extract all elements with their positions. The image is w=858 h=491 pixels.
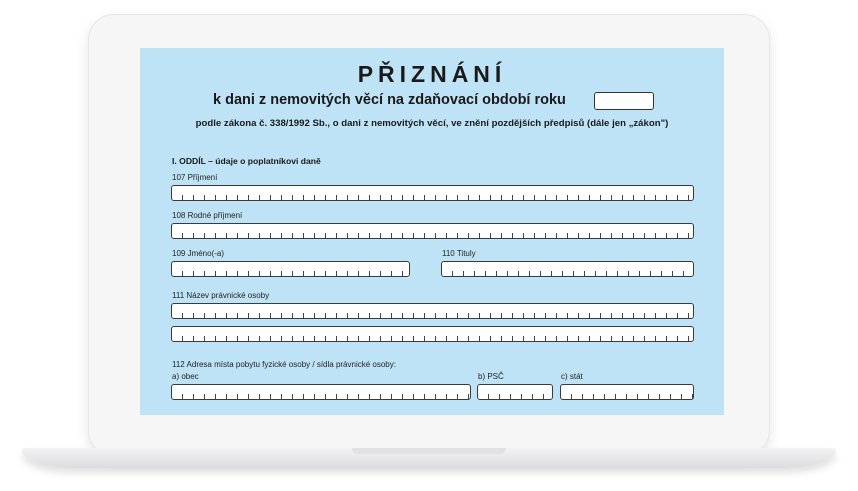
country-label: c) stát	[561, 372, 583, 381]
form-title: PŘIZNÁNÍ	[357, 61, 507, 87]
titles-input[interactable]	[441, 261, 694, 277]
birth-surname-input[interactable]	[171, 223, 694, 239]
postal-code-label: b) PSČ	[478, 372, 504, 381]
tax-form-screen	[140, 48, 724, 415]
tax-year-input[interactable]	[594, 92, 654, 110]
birth-surname-label: 108 Rodné příjmení	[172, 211, 243, 220]
laptop-notch	[352, 448, 506, 454]
country-input[interactable]	[560, 384, 694, 400]
legal-entity-name-label: 111 Název právnické osoby	[172, 291, 270, 300]
titles-label: 110 Tituly	[442, 249, 476, 258]
postal-code-input[interactable]	[477, 384, 553, 400]
form-subtitle: k dani z nemovitých věcí na zdaňovací období roku	[213, 92, 566, 108]
surname-input[interactable]	[171, 185, 694, 201]
address-label: 112 Adresa místa pobytu fyzické osoby / sídla právnické osoby:	[172, 360, 396, 369]
first-name-input[interactable]	[171, 261, 410, 277]
legal-entity-name-input-1[interactable]	[171, 303, 694, 319]
first-name-label: 109 Jméno(-a)	[172, 249, 225, 258]
legal-reference: podle zákona č. 338/1992 Sb., o dani z nemovitých věcí, ve znění pozdějších předpisů (dále jen „zákon")	[195, 118, 669, 129]
surname-label: 107 Příjmení	[172, 173, 218, 182]
section-heading: I. ODDÍL – údaje o poplatníkovi daně	[172, 156, 321, 166]
municipality-input[interactable]	[171, 384, 471, 400]
municipality-label: a) obec	[172, 372, 199, 381]
legal-entity-name-input-2[interactable]	[171, 326, 694, 342]
